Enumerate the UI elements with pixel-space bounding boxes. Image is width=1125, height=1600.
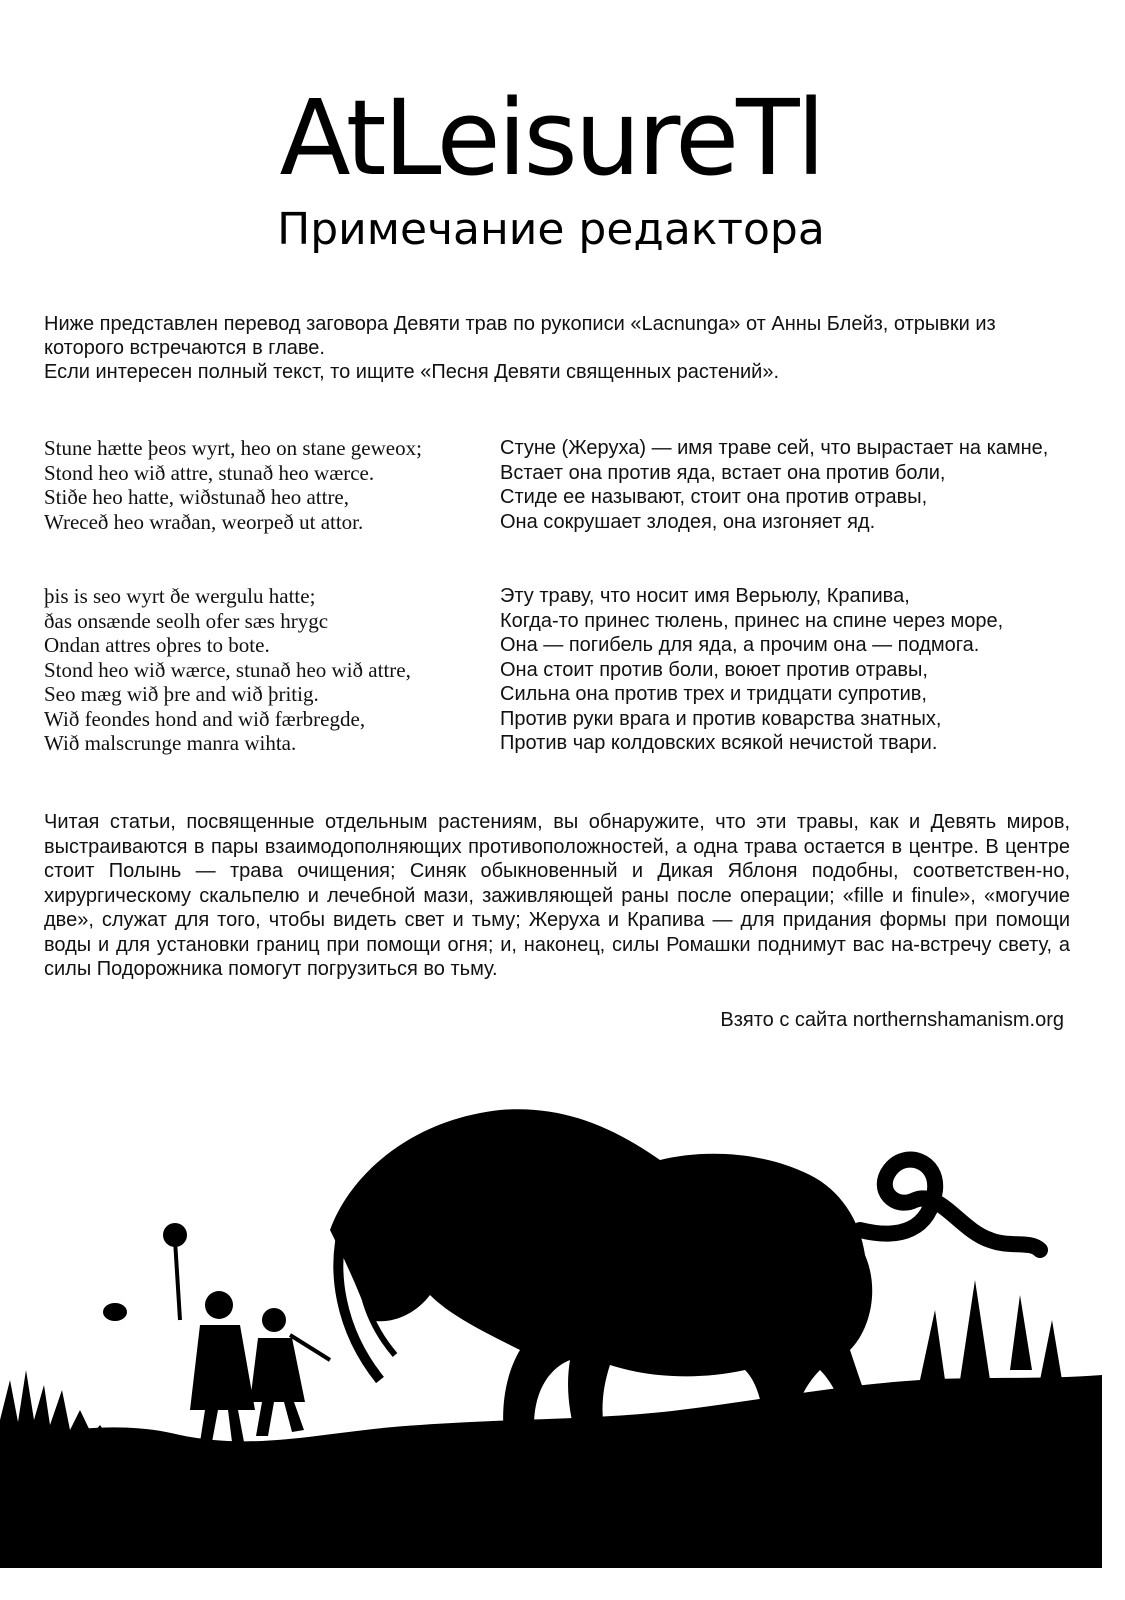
poem-line: Stune hætte þeos wyrt, heo on stane geweox; bbox=[44, 436, 422, 460]
poem-line: Против чар колдовских всякой нечистой твари. bbox=[500, 732, 938, 754]
poem-line: Ondan attres oþres to bote. bbox=[44, 633, 270, 657]
silhouette-illustration bbox=[0, 1080, 1102, 1568]
poem-line: Seo mæg wið þre and wið þritig. bbox=[44, 682, 319, 706]
essay-paragraph: Читая статьи, посвященные отдельным растениям, вы обнаружите, что эти травы, как и Девять миров, выстраиваются в пары взаимодополняющих противоположностей, а одна трава остается в центре. В центре стоит Полынь — трава очищения; Синяк обыкновенный и Дикая Яблоня подобны, соответствен-но, хирургическому скальпелю и лечебной мази, заживляющей раны после операции; «fille и finule», «могучие две», служат для того, чтобы видеть свет и тьму; Жеруха и Крапива — для придания формы при помощи воды и для установки границ при помощи огня; и, наконец, силы Ромашки поднимут вас на-встречу свету, а силы Подорожника помогут погрузиться во тьму. bbox=[44, 811, 1070, 980]
intro-line: Если интересен полный текст, то ищите «Песня Девяти священных растений». bbox=[44, 361, 780, 383]
stanza-1-original bbox=[44, 436, 422, 534]
page-title: Примечание редактора bbox=[277, 204, 825, 255]
intro bbox=[44, 312, 1074, 384]
beast-silhouette bbox=[330, 1109, 880, 1450]
poem-line: Стиде ее называют, стоит она против отравы, bbox=[500, 486, 928, 508]
brand-logo: AtLeisureTl bbox=[279, 77, 823, 199]
intro-paragraph: Ниже представлен перевод заговора Девяти трав по рукописи «Lacnunga» от Анны Блейз, отрывки из которого встречаются в главе. bbox=[44, 313, 996, 359]
grass-silhouette bbox=[0, 1370, 110, 1450]
ground-silhouette bbox=[0, 1375, 1102, 1568]
child-silhouette bbox=[250, 1308, 305, 1436]
poem-line: Wreceð heo wraðan, weorpeð ut attor. bbox=[44, 509, 364, 534]
poem-line: ðas onsænde seolh ofer sæs hrygc bbox=[44, 608, 329, 633]
poem-line: Эту траву, что носит имя Верьюлу, Крапива, bbox=[500, 585, 910, 607]
poem-line: Стуне (Жеруха) — имя траве сей, что вырастает на камне, bbox=[500, 437, 1049, 459]
poem-line: Она сокрушает злодея, она изгоняет яд. bbox=[500, 510, 876, 533]
bird-silhouette bbox=[103, 1303, 127, 1321]
tree-silhouette bbox=[920, 1280, 1062, 1380]
poem-line: Она стоит против боли, воюет против отравы, bbox=[500, 658, 928, 681]
tail-silhouette bbox=[860, 1160, 1040, 1250]
stanza-1-translation bbox=[500, 436, 1048, 534]
poem-line: Когда-то принес тюлень, принес на спине через море, bbox=[500, 609, 1004, 632]
poem-line: þis is seo wyrt ðe wergulu hatte; bbox=[44, 584, 316, 608]
flower-silhouette bbox=[175, 1240, 180, 1320]
source-credit: Взято с сайта northernshamanism.org bbox=[720, 1009, 1064, 1031]
header bbox=[0, 78, 1102, 258]
poem-line: Встает она против яда, встает она против боли, bbox=[500, 461, 946, 484]
poem-line: Она — погибель для яда, а прочим она — подмога. bbox=[500, 634, 980, 656]
poem-line: Wið feondes hond and wið færbregde, bbox=[44, 706, 366, 731]
stanza-2-translation bbox=[500, 584, 1003, 756]
poem-line: Stond heo wið wærce, stunað heo wið attre, bbox=[44, 657, 411, 682]
poem-line: Сильна она против трех и тридцати супротив, bbox=[500, 683, 927, 705]
stanza-2-original bbox=[44, 584, 411, 756]
poem-line: Wið malscrunge manra wihta. bbox=[44, 731, 297, 755]
poem-line: Stiðe heo hatte, wiðstunað heo attre, bbox=[44, 485, 350, 509]
poem-line: Против руки врага и против коварства знатных, bbox=[500, 707, 942, 730]
poem-line: Stond heo wið attre, stunað heo wærce. bbox=[44, 460, 375, 485]
child-silhouette bbox=[190, 1291, 255, 1442]
